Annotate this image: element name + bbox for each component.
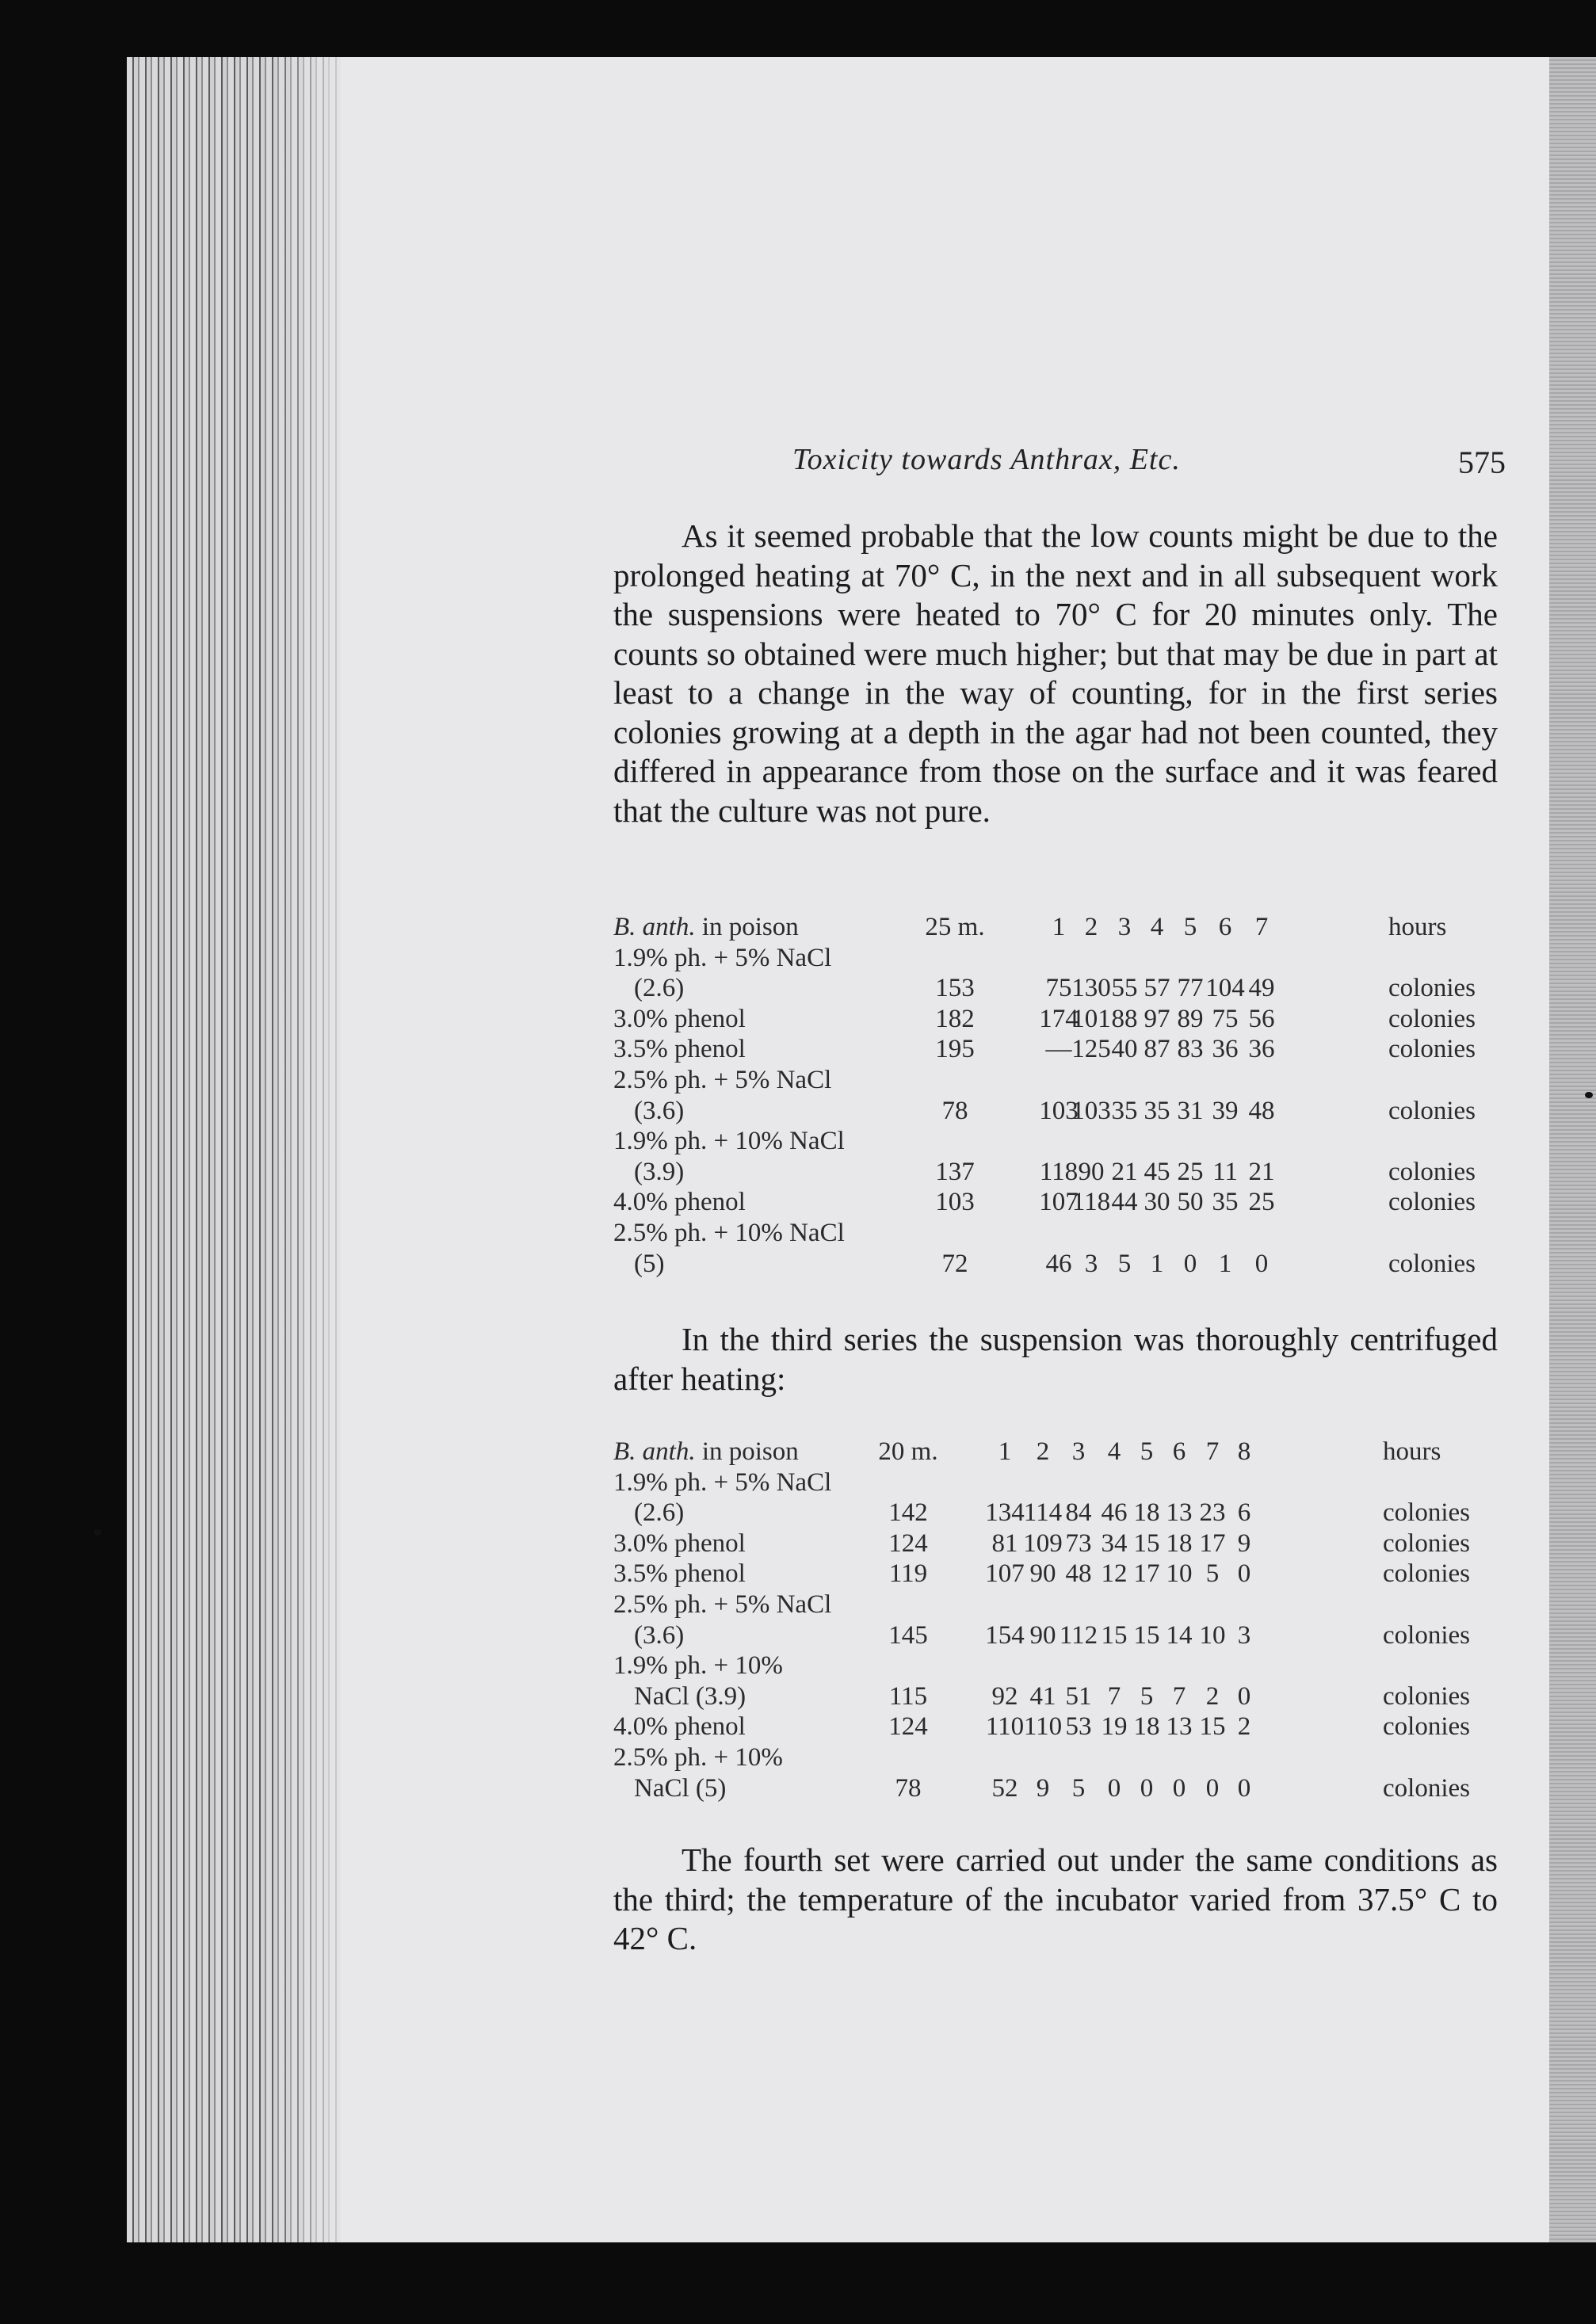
table-cell: 110 <box>1023 1712 1063 1742</box>
table-cell: 9 <box>1237 1528 1251 1558</box>
paragraph-fourth-set: The fourth set were carried out under the same conditions as the third; the temperature of the incubator varied from 37.5° C to 42° C. <box>613 1841 1498 1956</box>
table-row-unit: colonies <box>1388 1004 1476 1033</box>
table-cell: 97 <box>1144 1004 1170 1033</box>
table-cell: 5 <box>1071 1773 1086 1803</box>
table-header-hour: 5 <box>1183 913 1197 941</box>
table-cell: 10 <box>1166 1559 1193 1589</box>
table-cell: 118 <box>1039 1157 1079 1186</box>
table-cell: 103 <box>1039 1096 1079 1125</box>
table-row-unit: colonies <box>1383 1528 1470 1558</box>
table-cell: 5 <box>1205 1559 1220 1589</box>
table-cell: 35 <box>1144 1096 1170 1125</box>
table-header-hour: 4 <box>1150 913 1164 941</box>
table-cell: 49 <box>1248 974 1275 1003</box>
table-cell: — <box>1045 1035 1072 1064</box>
table-cell: 182 <box>935 1004 975 1033</box>
table-cell: 51 <box>1065 1681 1092 1711</box>
table-row-label: (3.6) <box>634 1620 685 1650</box>
table-cell: 0 <box>1183 1249 1197 1278</box>
table-cell: 75 <box>1045 974 1072 1003</box>
table-cell: 15 <box>1133 1528 1160 1558</box>
table-cell: 44 <box>1111 1188 1138 1217</box>
table-cell: 48 <box>1065 1559 1092 1589</box>
table-cell: 18 <box>1133 1498 1160 1528</box>
table-row-unit: colonies <box>1388 1157 1476 1186</box>
table-cell: 154 <box>985 1620 1025 1650</box>
table-cell: 57 <box>1144 974 1170 1003</box>
table-header-hour: 6 <box>1218 913 1232 941</box>
table-cell: 45 <box>1144 1157 1170 1186</box>
table-cell: 34 <box>1101 1528 1128 1558</box>
table-cell: 125 <box>1071 1035 1111 1064</box>
table-cell: 124 <box>888 1712 928 1742</box>
table-cell: 25 <box>1177 1157 1204 1186</box>
table-cell: 153 <box>935 974 975 1003</box>
table-row-unit: colonies <box>1383 1498 1470 1528</box>
table-row-label: 2.5% ph. + 5% NaCl <box>613 1590 832 1619</box>
scan-artifact <box>94 1529 101 1536</box>
table-cell: 0 <box>1237 1681 1251 1711</box>
table-cell: 14 <box>1166 1620 1193 1650</box>
table-cell: 72 <box>941 1249 968 1278</box>
table-cell: 46 <box>1101 1498 1128 1528</box>
table-header-poison: in poison <box>695 913 799 941</box>
table-cell: 101 <box>1071 1004 1111 1033</box>
table-cell: 107 <box>1039 1188 1079 1217</box>
table-row-label: 2.5% ph. + 5% NaCl <box>613 1066 832 1094</box>
table-cell: 17 <box>1199 1528 1226 1558</box>
table-cell: 78 <box>941 1096 968 1125</box>
table-row-label: 1.9% ph. + 5% NaCl <box>613 1467 832 1497</box>
table-row-label: (2.6) <box>634 1498 685 1528</box>
table-header-hour: 4 <box>1107 1437 1121 1466</box>
table-cell: 40 <box>1111 1035 1138 1064</box>
table-header-organism: B. anth. <box>613 913 696 941</box>
table-cell: 39 <box>1212 1096 1239 1125</box>
table-cell: 110 <box>985 1712 1025 1742</box>
table-row-unit: colonies <box>1383 1681 1470 1711</box>
paragraph-third-series: In the third series the suspension was thoroughly centrifuged after heating: <box>613 1321 1498 1397</box>
table-cell: 0 <box>1237 1559 1251 1589</box>
table-header-hour: 3 <box>1071 1437 1086 1466</box>
table-row-label: 2.5% ph. + 10% NaCl <box>613 1219 845 1247</box>
table-cell: 75 <box>1212 1004 1239 1033</box>
table-header-hour: 3 <box>1117 913 1132 941</box>
table-cell: 56 <box>1248 1004 1275 1033</box>
table-cell: 10 <box>1199 1620 1226 1650</box>
table-cell: 107 <box>985 1559 1025 1589</box>
table-cell: 21 <box>1248 1157 1275 1186</box>
table-cell: 7 <box>1107 1681 1121 1711</box>
table-row-label: 4.0% phenol <box>613 1712 746 1742</box>
table-cell: 78 <box>895 1773 922 1803</box>
table-cell: 9 <box>1036 1773 1050 1803</box>
table-cell: 55 <box>1111 974 1138 1003</box>
table-cell: 0 <box>1140 1773 1154 1803</box>
table-cell: 109 <box>1023 1528 1063 1558</box>
table-header-unit: hours <box>1383 1437 1441 1466</box>
table-cell: 25 <box>1248 1188 1275 1217</box>
table-row-unit: colonies <box>1388 1035 1476 1064</box>
table-header-hour: 1 <box>1052 913 1066 941</box>
table-cell: 36 <box>1248 1035 1275 1064</box>
table-cell: 23 <box>1199 1498 1226 1528</box>
table-cell: 13 <box>1166 1498 1193 1528</box>
table-row-label: NaCl (3.9) <box>634 1681 746 1711</box>
table-cell: 134 <box>985 1498 1025 1528</box>
table-row-label: (3.6) <box>634 1096 685 1125</box>
table-cell: 17 <box>1133 1559 1160 1589</box>
table-row-label: (5) <box>634 1249 665 1278</box>
table-header-hour: 2 <box>1084 913 1098 941</box>
table-cell: 52 <box>991 1773 1018 1803</box>
table-cell: 103 <box>1071 1096 1111 1125</box>
table-row-unit: colonies <box>1388 1188 1476 1217</box>
table-row-unit: colonies <box>1383 1712 1470 1742</box>
table-cell: 6 <box>1237 1498 1251 1528</box>
table-cell: 15 <box>1199 1712 1226 1742</box>
table-cell: 11 <box>1212 1157 1238 1186</box>
table-cell: 21 <box>1111 1157 1138 1186</box>
table-header-first-col: 25 m. <box>925 913 985 941</box>
table-row-label: NaCl (5) <box>634 1773 727 1803</box>
table-cell: 5 <box>1117 1249 1132 1278</box>
table-row-label: (3.9) <box>634 1157 685 1186</box>
table-cell: 90 <box>1029 1620 1056 1650</box>
table-cell: 73 <box>1065 1528 1092 1558</box>
table-header-unit: hours <box>1388 913 1447 941</box>
table-cell: 103 <box>935 1188 975 1217</box>
table-row-label: 3.0% phenol <box>613 1004 746 1033</box>
table-row-unit: colonies <box>1383 1620 1470 1650</box>
page-edge-stack <box>1549 57 1596 2242</box>
table-row-label: 1.9% ph. + 5% NaCl <box>613 943 832 972</box>
table-cell: 36 <box>1212 1035 1239 1064</box>
table-cell: 124 <box>888 1528 928 1558</box>
table-header-label <box>613 913 799 942</box>
table-row-label: 1.9% ph. + 10% <box>613 1651 783 1681</box>
table-cell: 145 <box>888 1620 928 1650</box>
table-cell: 46 <box>1045 1249 1072 1278</box>
table-header-first-col: 20 m. <box>878 1437 938 1466</box>
table-cell: 112 <box>1059 1620 1098 1650</box>
table-cell: 90 <box>1078 1157 1105 1186</box>
table-cell: 142 <box>888 1498 928 1528</box>
table-cell: 0 <box>1172 1773 1186 1803</box>
table-row-unit: colonies <box>1383 1773 1470 1803</box>
table-row-label: 2.5% ph. + 10% <box>613 1743 783 1772</box>
table-cell: 19 <box>1101 1712 1128 1742</box>
table-cell: 31 <box>1177 1096 1204 1125</box>
table-cell: 0 <box>1107 1773 1121 1803</box>
table-row-unit: colonies <box>1388 974 1476 1003</box>
table-header-label <box>613 1437 799 1467</box>
page-number: 575 <box>1458 445 1506 480</box>
table-header-hour: 7 <box>1205 1437 1220 1466</box>
table-header-hour: 6 <box>1172 1437 1186 1466</box>
table-row-label: 3.5% phenol <box>613 1035 746 1064</box>
table-header-organism: B. anth. <box>613 1437 696 1466</box>
table-row-unit: colonies <box>1388 1096 1476 1125</box>
table-row-label: (2.6) <box>634 974 685 1003</box>
table-cell: 2 <box>1205 1681 1220 1711</box>
table-cell: 53 <box>1065 1712 1092 1742</box>
table-header-hour: 7 <box>1254 913 1269 941</box>
table-cell: 77 <box>1177 974 1204 1003</box>
table-cell: 0 <box>1205 1773 1220 1803</box>
table-header-hour: 1 <box>998 1437 1012 1466</box>
table-cell: 119 <box>888 1559 928 1589</box>
table-cell: 18 <box>1133 1712 1160 1742</box>
table-cell: 1 <box>1150 1249 1164 1278</box>
table-cell: 35 <box>1212 1188 1239 1217</box>
table-cell: 114 <box>1023 1498 1063 1528</box>
table-header-hour: 2 <box>1036 1437 1050 1466</box>
table-cell: 15 <box>1101 1620 1128 1650</box>
table-cell: 13 <box>1166 1712 1193 1742</box>
table-cell: 3 <box>1237 1620 1251 1650</box>
table-cell: 137 <box>935 1157 975 1186</box>
table-cell: 3 <box>1084 1249 1098 1278</box>
table-row-label: 1.9% ph. + 10% NaCl <box>613 1127 845 1156</box>
table-cell: 115 <box>888 1681 928 1711</box>
table-cell: 87 <box>1144 1035 1170 1064</box>
table-cell: 5 <box>1140 1681 1154 1711</box>
paragraph-intro: As it seemed probable that the low counts might be due to the prolonged heating at 70° C, in the next and in all subsequent work the suspensions were heated to 70° C for 20 minutes only. The counts so obtained were much higher; but that may be due in part at least to a change in the way of counting, for in the first series colonies growing at a depth in the agar had not been counted, they differed in appearance from those on the surface and it was feared that the culture was not pure. <box>613 517 1498 829</box>
table-cell: 104 <box>1205 974 1245 1003</box>
table-cell: 18 <box>1166 1528 1193 1558</box>
table-row-label: 3.5% phenol <box>613 1559 746 1589</box>
table-cell: 83 <box>1177 1035 1204 1064</box>
table-cell: 35 <box>1111 1096 1138 1125</box>
scan-artifact <box>1585 1092 1593 1098</box>
table-header-hour: 5 <box>1140 1437 1154 1466</box>
table-cell: 2 <box>1237 1712 1251 1742</box>
table-row-unit: colonies <box>1388 1249 1476 1278</box>
table-cell: 50 <box>1177 1188 1204 1217</box>
table-cell: 15 <box>1133 1620 1160 1650</box>
table-cell: 1 <box>1218 1249 1232 1278</box>
table-cell: 12 <box>1101 1559 1128 1589</box>
table-cell: 89 <box>1177 1004 1204 1033</box>
table-header-hour: 8 <box>1237 1437 1251 1466</box>
table-cell: 118 <box>1071 1188 1111 1217</box>
table-cell: 81 <box>991 1528 1018 1558</box>
running-header-title: Toxicity towards Anthrax, Etc. <box>792 443 1181 476</box>
table-header-poison: in poison <box>695 1437 799 1466</box>
table-cell: 90 <box>1029 1559 1056 1589</box>
table-cell: 48 <box>1248 1096 1275 1125</box>
table-row-label: 4.0% phenol <box>613 1188 746 1217</box>
table-cell: 174 <box>1039 1004 1079 1033</box>
table-cell: 88 <box>1111 1004 1138 1033</box>
table-cell: 84 <box>1065 1498 1092 1528</box>
table-cell: 130 <box>1071 974 1111 1003</box>
table-cell: 195 <box>935 1035 975 1064</box>
table-cell: 30 <box>1144 1188 1170 1217</box>
table-cell: 92 <box>991 1681 1018 1711</box>
table-cell: 0 <box>1237 1773 1251 1803</box>
table-cell: 0 <box>1254 1249 1269 1278</box>
table-cell: 41 <box>1029 1681 1056 1711</box>
table-row-unit: colonies <box>1383 1559 1470 1589</box>
table-cell: 7 <box>1172 1681 1186 1711</box>
table-row-label: 3.0% phenol <box>613 1528 746 1558</box>
